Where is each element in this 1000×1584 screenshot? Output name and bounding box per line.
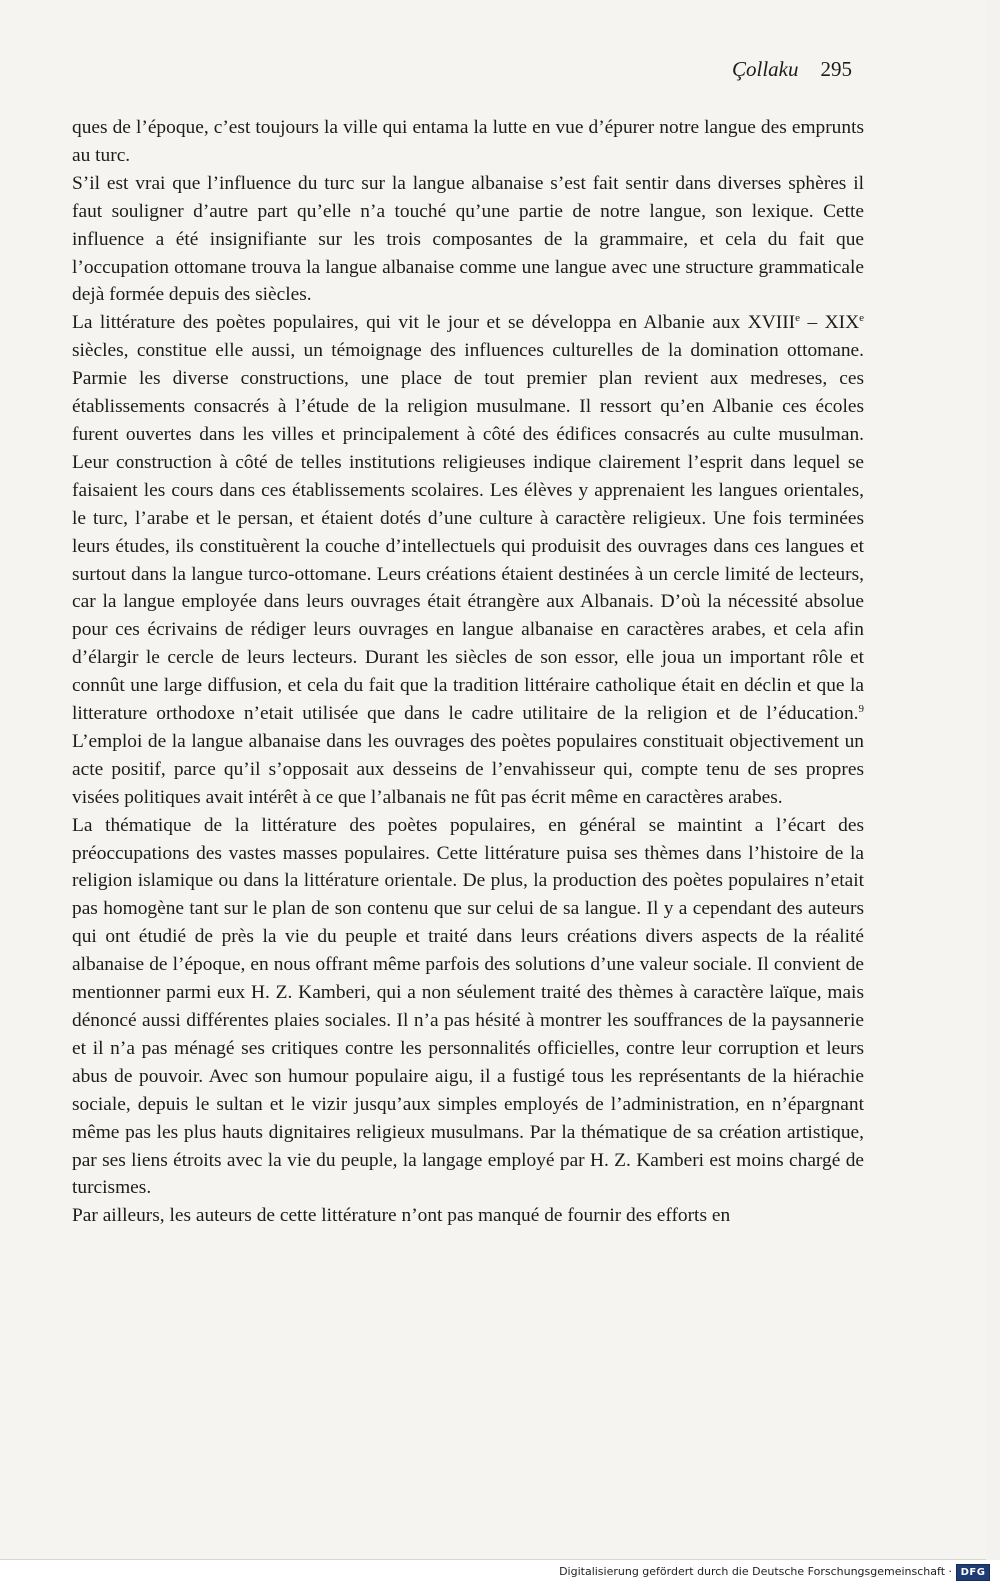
paragraph-5: Par ailleurs, les auteurs de cette littérature n’ont pas manqué de fournir des efforts en xyxy=(72,1205,731,1227)
dfg-logo-text: DFG xyxy=(960,1567,986,1578)
superscript-e: e xyxy=(795,312,801,325)
paragraph-3 xyxy=(72,309,864,811)
digitization-credit: Digitalisierung gefördert durch die Deutsche Forschungsgemeinschaft · xyxy=(559,1565,952,1578)
paragraph-4: La thématique de la littérature des poètes populaires, en général se maintint a l’écart des préoccupations des vastes masses populaires. Cette littérature puisa ses thèmes dans l’histoire de la religion islamique ou dans la littérature orientale. De plus, la production des poètes populaires n’etait pas homogène tant sur le plan de son contenu que sur celui de sa langue. Il y a cependant des auteurs qui ont étudié de près la vie du peuple et traité dans leurs créations divers aspects de la réalité albanaise de l’époque, en nous offrant même parfois des solutions d’une valeur sociale. Il convient de mentionner parmi eux H. Z. Kamberi, qui a non séulement traité des thèmes à caractère laïque, mais dénoncé aussi différentes plaies sociales. Il n’a pas hésité à montrer les souffrances de la paysannerie et il n’a pas ménagé ses critiques contre les personnalités officielles, contre leur corruption et leurs abus de pouvoir. Avec son humour populaire aigu, il a fustigé tous les représentants de la hiérachie sociale, depuis le sultan et le vizir jusqu’aux simples employés de l’administration, en n’épargnant même pas les plus hauts dignitaires religieux musulmans. Par la thématique de sa création artistique, par ses liens étroits avec la vie du peuple, la langage employé par H. Z. Kamberi est moins chargé de turcismes. xyxy=(72,814,864,1199)
paragraph-2: S’il est vrai que l’influence du turc sur la langue albanaise s’est fait sentir dans diverses sphères il faut souligner d’autre part qu’elle n’a touché qu’une partie de notre langue, son lexique. Cette influence a été insignifiante sur les trois composantes de la grammaire, et cela du fait que l’occupation ottomane trouva la langue albanaise comme une langue avec une structure grammaticale dejà formée depuis des siècles. xyxy=(72,172,864,306)
footnote-marker[interactable]: 9 xyxy=(858,702,864,715)
header-author: Çollaku xyxy=(732,57,799,81)
paragraph-3-part-c: siècles, constitue elle aussi, un témoignage des influences culturelles de la domination ottomane. Parmie les diverse constructions, une place de tout premier plan revient aux medreses, ces établissements consacrés à l’étude de la religion musulmane. Il ressort qu’en Albanie ces écoles furent ouvertes dans les villes et principalement à côté des édifices consacrés au culte musulman. Leur construction à côté de telles institutions religieuses indique clairement l’esprit dans lequel se faisaient les cours dans ces établissements scolaires. Les élèves y apprenaient les langues orientales, le turc, l’arabe et le persan, et étaient dotés d’une culture à caractère religieux. Une fois terminées leurs études, ils constituèrent la couche d’intellectuels qui produisit des ouvrages dans ces langues et surtout dans la langue turco-ottomane. Leurs créations étaient destinées à un cercle limité de lecteurs, car la langue employée dans leurs ouvrages était étrangère aux Albanais. D’où la nécessité absolue pour ces écrivains de rédiger leurs ouvrages en langue albanaise en caractères arabes, et cela afin d’élargir le cercle de leurs lecteurs. Durant les siècles de son essor, elle joua un important rôle et connût une large diffusion, et cela du fait que la tradition littéraire catholique était en déclin et que la litterature orthodoxe n’etait utilisée que dans le cadre utilitaire de la religion et de l’éducation. xyxy=(72,340,864,725)
paragraph-3-part-a: La littérature des poètes populaires, qui vit le jour et se développa en Albanie aux XVIII xyxy=(72,312,796,334)
paragraph-3-part-d: L’emploi de la langue albanaise dans les ouvrages des poètes populaires constituait objectivement un acte positif, parce qu’il s’opposait aux desseins de l’envahisseur qui, compte tenu de ses propres visées politiques avait intérêt à ce que l’albanais ne fût pas écrit même en caractères arabes. xyxy=(72,730,864,808)
page-number: 295 xyxy=(820,57,852,81)
body-text xyxy=(72,114,864,1230)
paragraph-3-part-b: – XIX xyxy=(800,312,860,334)
running-header xyxy=(732,56,852,82)
dfg-logo-icon[interactable] xyxy=(956,1564,990,1581)
paragraph-1: ques de l’époque, c’est toujours la ville qui entama la lutte en vue d’épurer notre langue des emprunts au turc. xyxy=(72,117,864,166)
superscript-e: e xyxy=(859,312,864,325)
